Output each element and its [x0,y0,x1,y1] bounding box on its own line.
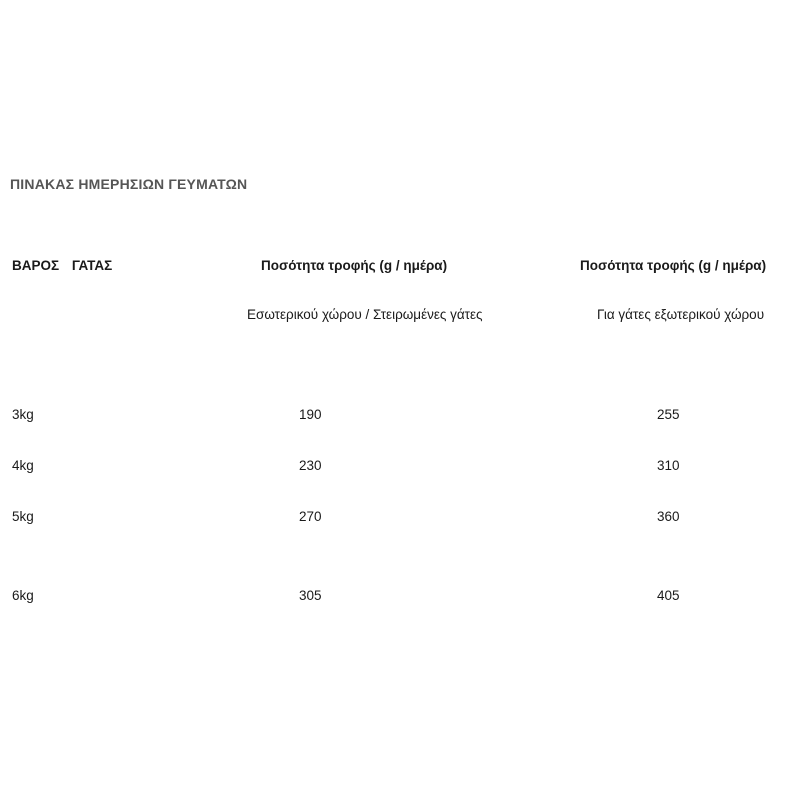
indoor-amount-cell: 230 [299,458,322,473]
table-row [0,458,800,478]
indoor-amount-cell: 190 [299,407,322,422]
indoor-column-header: Ποσότητα τροφής (g / ημέρα) [261,258,448,273]
weight-cell: 6kg [12,588,34,603]
weight-cell: 4kg [12,458,34,473]
weight-cell: 5kg [12,509,34,524]
outdoor-amount-cell: 405 [657,588,680,603]
outdoor-column-header: Ποσότητα τροφής (g / ημέρα) [580,258,767,273]
outdoor-amount-cell: 255 [657,407,680,422]
weight-column-header: ΒΑΡΟΣ ΓΑΤΑΣ [12,258,113,273]
table-row [0,509,800,529]
indoor-amount-cell: 305 [299,588,322,603]
table-row [0,588,800,608]
outdoor-column-subheader: Για γάτες εξωτερικού χώρου [597,307,765,322]
page-title: ΠΙΝΑΚΑΣ ΗΜΕΡΗΣΙΩΝ ΓΕΥΜΑΤΩΝ [10,176,248,192]
weight-cell: 3kg [12,407,34,422]
outdoor-amount-cell: 310 [657,458,680,473]
indoor-column-subheader: Εσωτερικού χώρου / Στειρωμένες γάτες [247,307,483,322]
indoor-amount-cell: 270 [299,509,322,524]
table-row [0,407,800,427]
outdoor-amount-cell: 360 [657,509,680,524]
